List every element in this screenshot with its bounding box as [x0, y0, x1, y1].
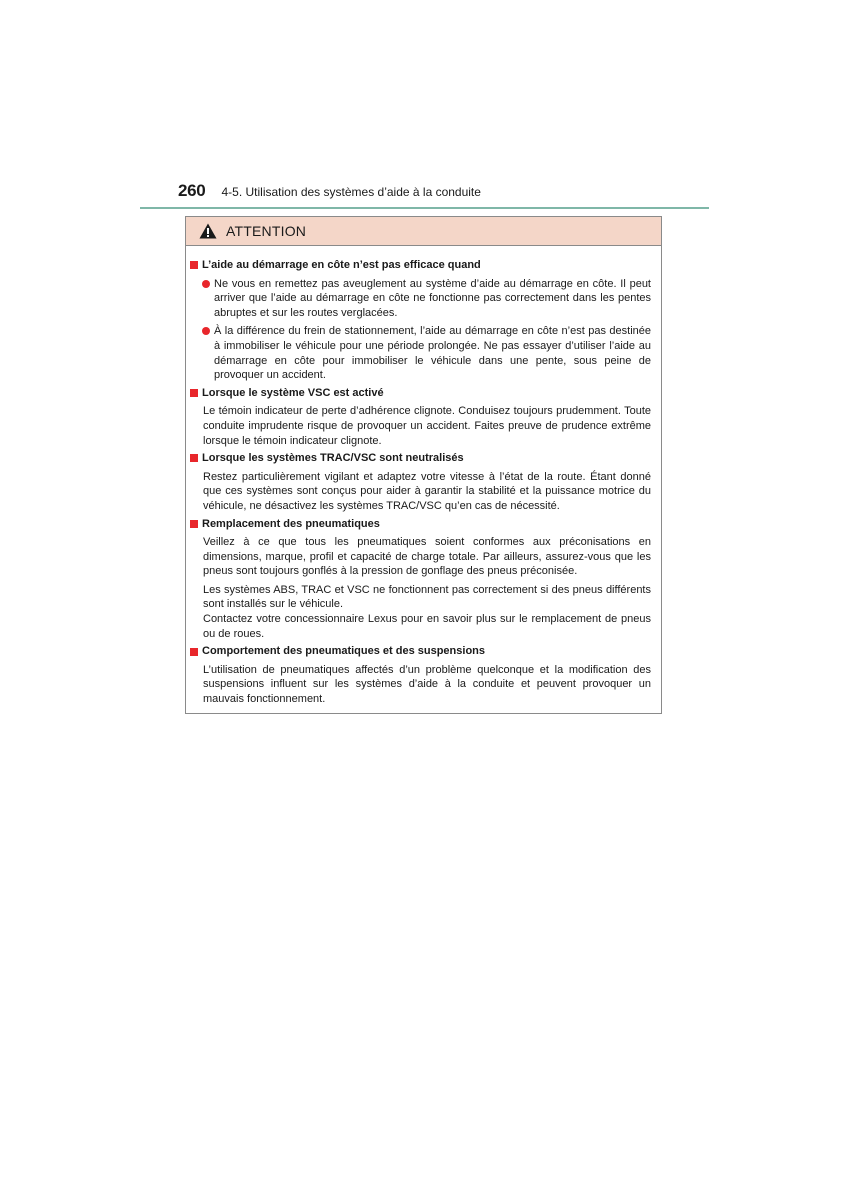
square-bullet-icon [190, 389, 198, 397]
round-bullet-icon [202, 327, 210, 335]
section-heading-text: Lorsque les systèmes TRAC/VSC sont neutralisés [202, 452, 464, 465]
section-heading [190, 644, 651, 659]
warning-header [186, 217, 661, 246]
bullet-item [202, 324, 651, 382]
paragraph: Le témoin indicateur de perte d’adhérence clignote. Conduisez toujours prudemment. Toute conduite imprudente risque de provoquer un accident. Faites preuve de prudence extrême lorsque le témoin indicateur clignote. [203, 405, 651, 447]
section-heading-text: Remplacement des pneumatiques [202, 517, 380, 530]
page-header [178, 181, 481, 205]
paragraph: Veillez à ce que tous les pneumatiques soient conformes aux préconisations en dimensions, marque, profil et capacité de charge totale. Par ailleurs, assurez-vous que les pneus sont toujours gonflés à la pression de gonflage des pneus préconisée. [203, 536, 651, 578]
section-heading [190, 386, 651, 401]
warning-triangle-icon [199, 223, 217, 239]
section-heading-text: Comportement des pneumatiques et des suspensions [202, 645, 486, 658]
warning-title: ATTENTION [226, 223, 307, 239]
warning-box [185, 216, 662, 714]
section-heading [190, 451, 651, 466]
section-heading-text: Lorsque le système VSC est activé [202, 386, 384, 399]
square-bullet-icon [190, 648, 198, 656]
round-bullet-icon [202, 280, 210, 288]
paragraph: Les systèmes ABS, TRAC et VSC ne fonctionnent pas correctement si des pneus différents sont installés sur le véhicule. [203, 583, 651, 611]
section-heading [190, 258, 651, 273]
paragraph: Contactez votre concessionnaire Lexus pour en savoir plus sur le remplacement de pneus ou de roues. [203, 613, 651, 640]
paragraph: L’utilisation de pneumatiques affectés d’un problème quelconque et la modification des suspensions influent sur les systèmes d’aide à la conduite et peuvent provoquer un mauvais fonctionnement. [203, 663, 651, 706]
square-bullet-icon [190, 261, 198, 269]
header-divider [140, 207, 709, 209]
section-heading-text: L’aide au démarrage en côte n’est pas efficace quand [202, 259, 481, 271]
square-bullet-icon [190, 520, 198, 528]
paragraph: Restez particulièrement vigilant et adaptez votre vitesse à l’état de la route. Étant donné que ces systèmes sont conçus pour aider à garantir la stabilité et la puissance motrice du véhicule, ne désactivez les systèmes TRAC/VSC qu’en cas de nécessité. [203, 470, 651, 512]
bullet-text: Ne vous en remettez pas aveuglement au système d’aide au démarrage en côte. Il peut arriver que l’aide au démarrage en côte ne fonctionne pas correctement dans les pentes abruptes et sur les routes verglacées. [214, 277, 651, 319]
bullet-item [202, 277, 651, 321]
bullet-text: À la différence du frein de stationnement, l’aide au démarrage en côte n’est pas destinée à immobiliser le véhicule pour une période prolongée. Ne pas essayer d’utiliser l’aide au démarrage en côte pour immobiliser le véhicule dans une pente, sous peine de provoquer un accident. [214, 325, 651, 382]
warning-body [186, 246, 661, 707]
section-title: 4-5. Utilisation des systèmes d’aide à la conduite [221, 185, 481, 199]
square-bullet-icon [190, 454, 198, 462]
page-number: 260 [178, 181, 206, 200]
section-heading [190, 517, 651, 532]
